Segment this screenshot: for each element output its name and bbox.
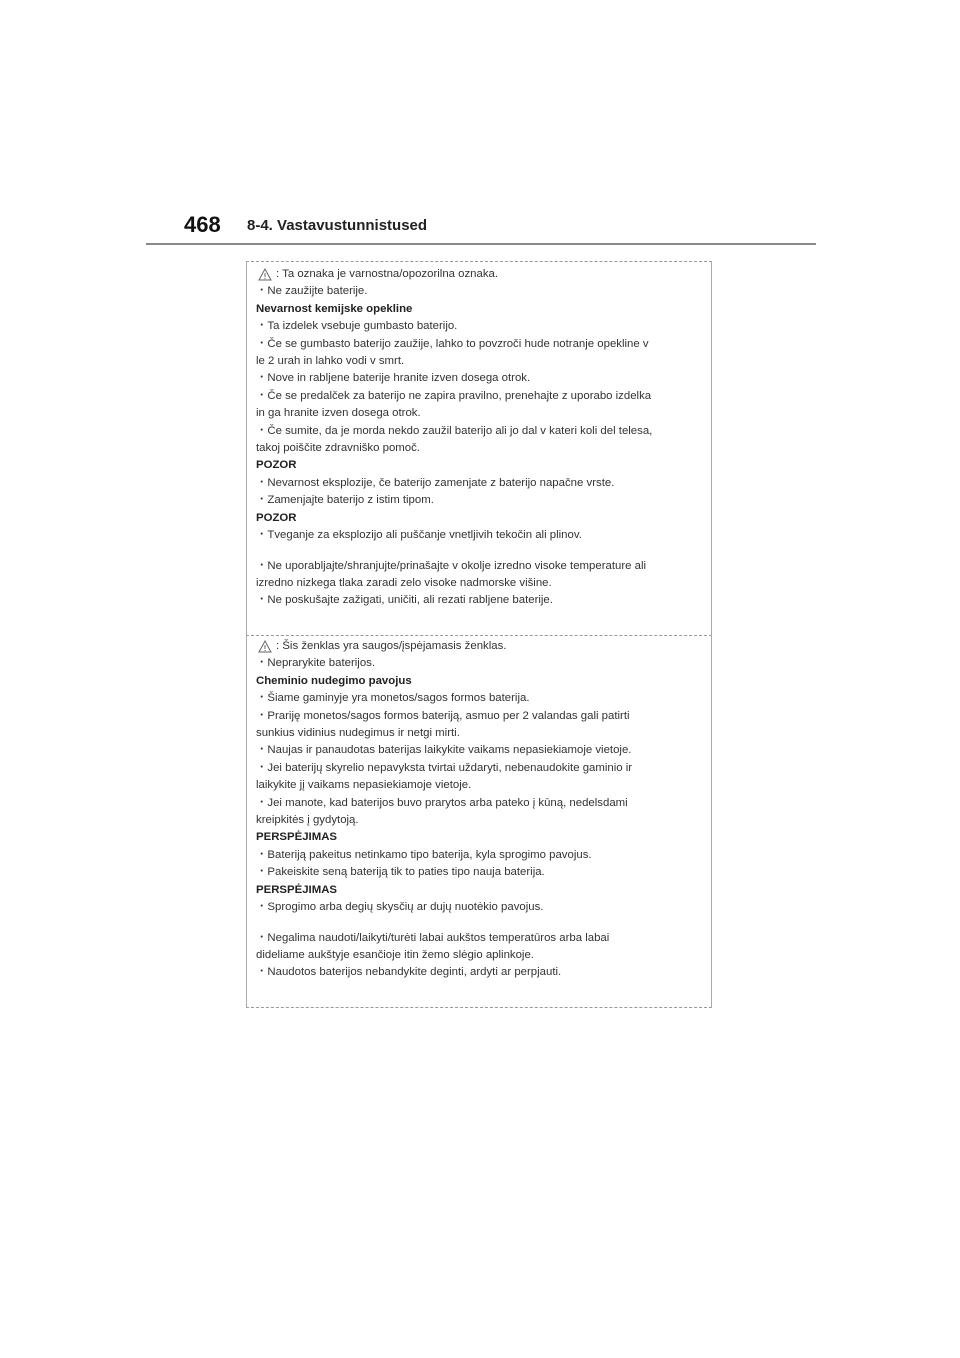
section-divider [246,635,712,636]
box-left-border [246,261,247,1008]
warning-note-line [256,266,696,283]
lithuanian-warning-section [256,638,696,982]
warning-text-line: sunkius vidinius nudegimus ir netgi mirti. [256,727,460,740]
warning-text-line: ・Negalima naudoti/laikyti/turėti labai aukštos temperatūros arba labai [256,931,610,944]
warning-text-line: kreipkitės į gydytoją. [256,814,359,827]
warning-text-line: in ga hranite izven dosega otrok. [256,407,421,420]
warning-text-line: dideliame aukštyje esančioje itin žemo slėgio aplinkoje. [256,948,534,961]
warning-heading: Nevarnost kemijske opekline [256,302,413,315]
warning-text-line: ・Če sumite, da je morda nekdo zaužil baterijo ali jo dal v kateri koli del telesa, [256,424,653,437]
warning-text-line: ・Zamenjajte baterijo z istim tipom. [256,494,434,507]
warning-heading: Cheminio nudegimo pavojus [256,674,412,687]
warning-note-text: : Šis ženklas yra saugos/įspėjamasis ženklas. [276,640,507,652]
box-top-border [246,261,712,262]
warning-text-line: ・Če se gumbasto baterijo zaužije, lahko to povzroči hude notranje opekline v [256,337,649,350]
warning-text-line: ・Naudotos baterijos nebandykite deginti, ardyti ar perpjauti. [256,966,562,979]
warning-text-line: ・Če se predalček za baterijo ne zapira pravilno, prenehajte z uporabo izdelka [256,389,652,402]
warning-note-line [256,638,696,655]
warning-text-line: ・Bateriją pakeitus netinkamo tipo baterija, kyla sprogimo pavojus. [256,848,592,861]
header-rule [146,243,816,245]
warning-text-line: ・Nevarnost eksplozije, če baterijo zamenjate z baterijo napačne vrste. [256,476,615,489]
warning-text-line: ・Ne uporabljajte/shranjujte/prinašajte v okolje izredno visoke temperature ali [256,559,647,572]
warning-heading: PERSPĖJIMAS [256,831,338,844]
warning-text-line: ・Prariję monetos/sagos formos bateriją, asmuo per 2 valandas gali patirti [256,709,630,722]
slovenian-warning-section [256,266,696,610]
warning-text-line: ・Neprarykite baterijos. [256,657,376,670]
page-number: 468 [184,212,221,237]
warning-text-line: ・Tveganje za eksplozijo ali puščanje vnetljivih tekočin ali plinov. [256,529,582,542]
warning-text-line: ・Ne zaužijte baterije. [256,285,368,298]
warning-text-line: laikykite jį vaikams nepasiekiamoje vietoje. [256,779,472,792]
warning-text-lines [256,283,696,609]
warning-text-line: ・Pakeiskite seną bateriją tik to paties tipo nauja baterija. [256,866,545,879]
chapter-title: 8-4. Vastavustunnistused [247,217,428,234]
warning-text-line: ・Jei baterijų skyrelio nepavyksta tvirtai uždaryti, nebenaudokite gaminio ir [256,761,633,774]
warning-text-lines [256,655,696,981]
box-right-border [711,261,712,1008]
page-header [0,0,960,250]
warning-text-line: ・Nove in rabljene baterije hranite izven dosega otrok. [256,372,531,385]
warning-text-line: ・Sprogimo arba degių skysčių ar dujų nuotėkio pavojus. [256,901,544,914]
warning-text-line: le 2 urah in lahko vodi v smrt. [256,355,405,368]
warning-triangle-icon [258,640,272,653]
box-bottom-border [246,1007,712,1008]
warning-text-line: izredno nizkega tlaka zaradi zelo visoke nadmorske višine. [256,576,552,589]
warning-text-line: ・Šiame gaminyje yra monetos/sagos formos baterija. [256,692,530,705]
warning-text-line: ・Naujas ir panaudotas baterijas laikykite vaikams nepasiekiamoje vietoje. [256,744,632,757]
warning-triangle-icon [258,268,272,281]
battery-warning-box [246,261,712,1008]
warning-text-line: takoj poiščite zdravniško pomoč. [256,442,420,455]
warning-heading: PERSPĖJIMAS [256,883,338,896]
warning-heading: POZOR [256,459,297,472]
warning-text-line: ・Jei manote, kad baterijos buvo prarytos arba pateko į kūną, nedelsdami [256,796,628,809]
warning-heading: POZOR [256,511,297,524]
warning-text-line: ・Ne poskušajte zažigati, uničiti, ali rezati rabljene baterije. [256,594,553,607]
warning-note-text: : Ta oznaka je varnostna/opozorilna oznaka. [276,268,499,280]
warning-text-line: ・Ta izdelek vsebuje gumbasto baterijo. [256,320,458,333]
